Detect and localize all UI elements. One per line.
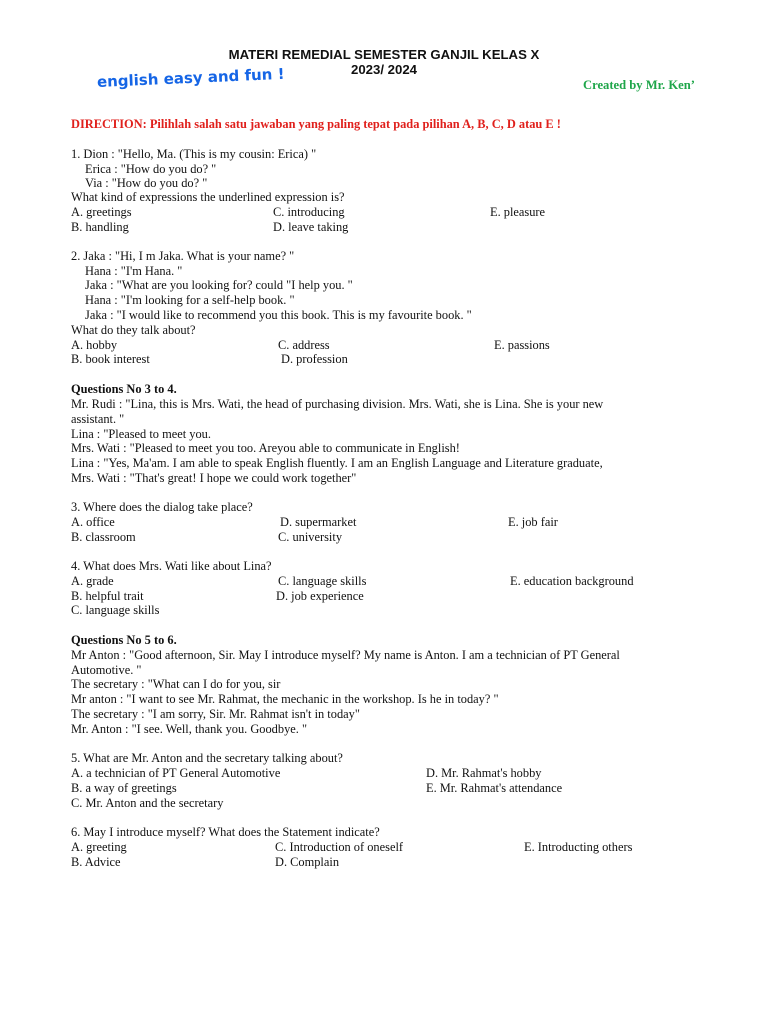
q4-option-c-repeat: C. language skills bbox=[71, 603, 160, 617]
dialog-5-6-line-2: Automotive. " bbox=[71, 663, 142, 677]
q4-option-b: B. helpful trait bbox=[71, 589, 144, 603]
school-year: 2023/ 2024 bbox=[350, 62, 417, 77]
q3-option-c: C. university bbox=[278, 530, 343, 544]
q6-option-a: A. greeting bbox=[71, 840, 127, 854]
page-title: MATERI REMEDIAL SEMESTER GANJIL KELAS X bbox=[228, 47, 540, 62]
q3-option-e: E. job fair bbox=[508, 515, 558, 529]
q3-option-a: A. office bbox=[71, 515, 115, 529]
q2-option-c: C. address bbox=[278, 338, 330, 352]
q1-option-b: B. handling bbox=[71, 220, 129, 234]
q2-option-d: D. profession bbox=[281, 352, 348, 366]
q3-option-d: D. supermarket bbox=[280, 515, 357, 529]
q4-question: 4. What does Mrs. Wati like about Lina? bbox=[71, 559, 272, 573]
dialog-3-4-line-1: Mr. Rudi : "Lina, this is Mrs. Wati, the head of purchasing division. Mrs. Wati, she is Lina. She is your new bbox=[71, 397, 604, 411]
dialog-3-4-heading: Questions No 3 to 4. bbox=[71, 382, 177, 396]
q5-option-d: D. Mr. Rahmat's hobby bbox=[426, 766, 542, 780]
q2-line-2: Hana : "I'm Hana. " bbox=[85, 264, 183, 278]
q1-option-e: E. pleasure bbox=[490, 205, 546, 219]
q6-option-d: D. Complain bbox=[275, 855, 340, 869]
dialog-3-4-line-3: Lina : "Pleased to meet you. bbox=[71, 427, 211, 441]
q6-option-c: C. Introduction of oneself bbox=[275, 840, 404, 854]
tagline: english easy and fun ! bbox=[96, 64, 285, 91]
dialog-5-6-heading: Questions No 5 to 6. bbox=[71, 633, 177, 647]
q2-option-b: B. book interest bbox=[71, 352, 150, 366]
dialog-5-6-line-3: The secretary : "What can I do for you, sir bbox=[71, 677, 281, 691]
q1-line-1: 1. Dion : "Hello, Ma. (This is my cousin: Erica) " bbox=[71, 147, 317, 161]
q5-option-c: C. Mr. Anton and the secretary bbox=[71, 796, 224, 810]
q4-option-d: D. job experience bbox=[276, 589, 364, 603]
q1-option-a: A. greetings bbox=[71, 205, 132, 219]
q5-option-a: A. a technician of PT General Automotive bbox=[71, 766, 281, 780]
q3-question: 3. Where does the dialog take place? bbox=[71, 500, 253, 514]
dialog-5-6-line-1: Mr Anton : "Good afternoon, Sir. May I introduce myself? My name is Anton. I am a technician of PT General bbox=[71, 648, 620, 662]
q2-option-a: A. hobby bbox=[71, 338, 118, 352]
q2-line-5: Jaka : "I would like to recommend you this book. This is my favourite book. " bbox=[85, 308, 472, 322]
q1-option-c: C. introducing bbox=[273, 205, 345, 219]
q6-question: 6. May I introduce myself? What does the Statement indicate? bbox=[71, 825, 380, 839]
q6-option-b: B. Advice bbox=[71, 855, 121, 869]
q2-question: What do they talk about? bbox=[71, 323, 196, 337]
q2-line-1: 2. Jaka : "Hi, I m Jaka. What is your name? " bbox=[71, 249, 295, 263]
q3-option-b: B. classroom bbox=[71, 530, 136, 544]
q2-line-3: Jaka : "What are you looking for? could "I help you. " bbox=[85, 278, 353, 292]
dialog-5-6-line-5: The secretary : "I am sorry, Sir. Mr. Rahmat isn't in today" bbox=[71, 707, 360, 721]
dialog-5-6-line-6: Mr. Anton : "I see. Well, thank you. Goodbye. " bbox=[71, 722, 308, 736]
q1-line-3: Via : "How do you do? " bbox=[85, 176, 208, 190]
dialog-3-4-line-6: Mrs. Wati : "That's great! I hope we could work together" bbox=[71, 471, 357, 485]
dialog-5-6-line-4: Mr anton : "I want to see Mr. Rahmat, the mechanic in the workshop. Is he in today? " bbox=[71, 692, 499, 706]
direction: DIRECTION: Pilihlah salah satu jawaban yang paling tepat pada pilihan A, B, C, D atau E ! bbox=[71, 117, 561, 131]
q5-question: 5. What are Mr. Anton and the secretary talking about? bbox=[71, 751, 343, 765]
author-credit: Created by Mr. Ken’ bbox=[583, 78, 695, 92]
dialog-3-4-line-2: assistant. " bbox=[71, 412, 125, 426]
q6-option-e: E. Introducting others bbox=[524, 840, 633, 854]
q4-option-a: A. grade bbox=[71, 574, 114, 588]
q4-option-e: E. education background bbox=[510, 574, 634, 588]
q1-option-d: D. leave taking bbox=[273, 220, 349, 234]
q2-line-4: Hana : "I'm looking for a self-help book. " bbox=[85, 293, 295, 307]
q5-option-b: B. a way of greetings bbox=[71, 781, 177, 795]
dialog-3-4-line-5: Lina : "Yes, Ma'am. I am able to speak English fluently. I am an English Language and Literature graduate, bbox=[71, 456, 603, 470]
q2-option-e: E. passions bbox=[494, 338, 550, 352]
q1-question: What kind of expressions the underlined expression is? bbox=[71, 190, 345, 204]
q4-option-c: C. language skills bbox=[278, 574, 367, 588]
dialog-3-4-line-4: Mrs. Wati : "Pleased to meet you too. Areyou able to communicate in English! bbox=[71, 441, 460, 455]
q1-line-2: Erica : "How do you do? " bbox=[85, 162, 217, 176]
q5-option-e: E. Mr. Rahmat's attendance bbox=[426, 781, 563, 795]
